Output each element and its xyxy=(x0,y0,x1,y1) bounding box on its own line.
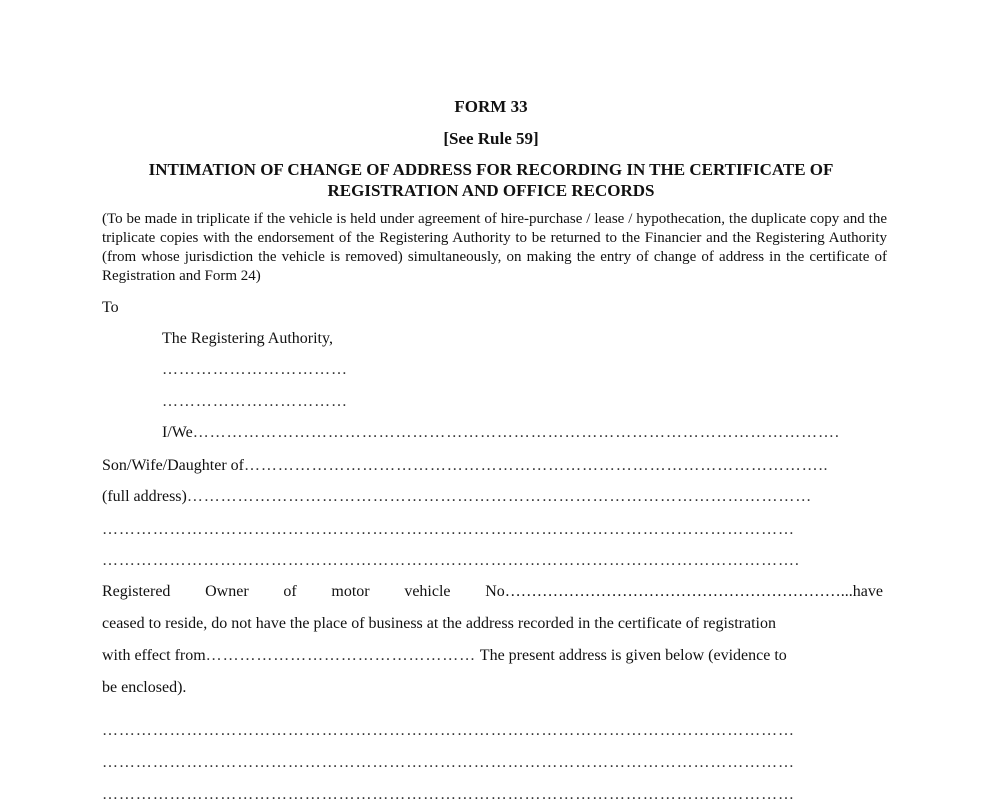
iwe-field[interactable]: ……………………………………………………………………………………………………. xyxy=(192,424,840,441)
reg-word: of xyxy=(283,583,297,600)
authority-label: The Registering Authority, xyxy=(162,330,333,347)
form-title xyxy=(100,159,882,201)
effect-date-field[interactable]: ………………………………………… xyxy=(205,647,477,664)
to-label: To xyxy=(102,299,119,316)
vehicle-number-field[interactable]: No………………………………………………………...have xyxy=(485,583,883,600)
relation-field[interactable]: ………………………………………………………………………………………….. xyxy=(243,457,829,474)
reg-word: vehicle xyxy=(404,583,451,600)
new-address-field-1[interactable]: …………………………………………………………………………………………………………… xyxy=(102,722,795,739)
address-label: (full address) xyxy=(102,488,187,505)
ceased-text: ceased to reside, do not have the place of business at the address recorded in the certificate of registration xyxy=(102,615,776,632)
iwe-label: I/We xyxy=(162,424,193,441)
form-note: (To be made in triplicate if the vehicle is held under agreement of hire-purchase / lease / hypothecation, the duplicate copy and the triplicate copies with the endorsement of the Registering Authority to be returned to the Financier and the Registering Authority (from whose jurisdiction the vehicle is removed) simultaneously, on making the entry of change of address in the certificate of Registration and Form 24) xyxy=(102,211,887,284)
form-title-line2: REGISTRATION AND OFFICE RECORDS xyxy=(327,181,655,200)
address-field[interactable]: ………………………………………………………………………………………………… xyxy=(186,488,813,505)
effect-row xyxy=(102,646,787,666)
form-title-line1: INTIMATION OF CHANGE OF ADDRESS FOR RECORDING IN THE CERTIFICATE OF xyxy=(148,160,834,179)
authority-field-1[interactable]: …………………………… xyxy=(162,361,348,378)
new-address-field-2[interactable]: …………………………………………………………………………………………………………… xyxy=(102,754,795,771)
new-address-field-3[interactable]: …………………………………………………………………………………………………………… xyxy=(102,786,795,803)
relation-label: Son/Wife/Daughter of xyxy=(102,457,244,474)
form-rule: [See Rule 59] xyxy=(443,129,539,148)
iwe-row xyxy=(162,423,840,443)
effect-rest: The present address is given below (evidence to xyxy=(476,647,787,664)
effect-label: with effect from xyxy=(102,647,206,664)
enclosed-text: be enclosed). xyxy=(102,679,187,696)
registered-owner-row xyxy=(102,582,883,602)
address-field-3[interactable]: ……………………………………………………………………………………………………………. xyxy=(102,552,800,569)
form-number: FORM 33 xyxy=(454,97,528,116)
address-row xyxy=(102,487,812,507)
relation-row xyxy=(102,456,828,476)
reg-word: motor xyxy=(331,583,370,600)
reg-word: Registered xyxy=(102,583,171,600)
reg-word: Owner xyxy=(205,583,249,600)
address-field-2[interactable]: …………………………………………………………………………………………………………… xyxy=(102,521,795,538)
authority-field-2[interactable]: …………………………… xyxy=(162,393,348,410)
